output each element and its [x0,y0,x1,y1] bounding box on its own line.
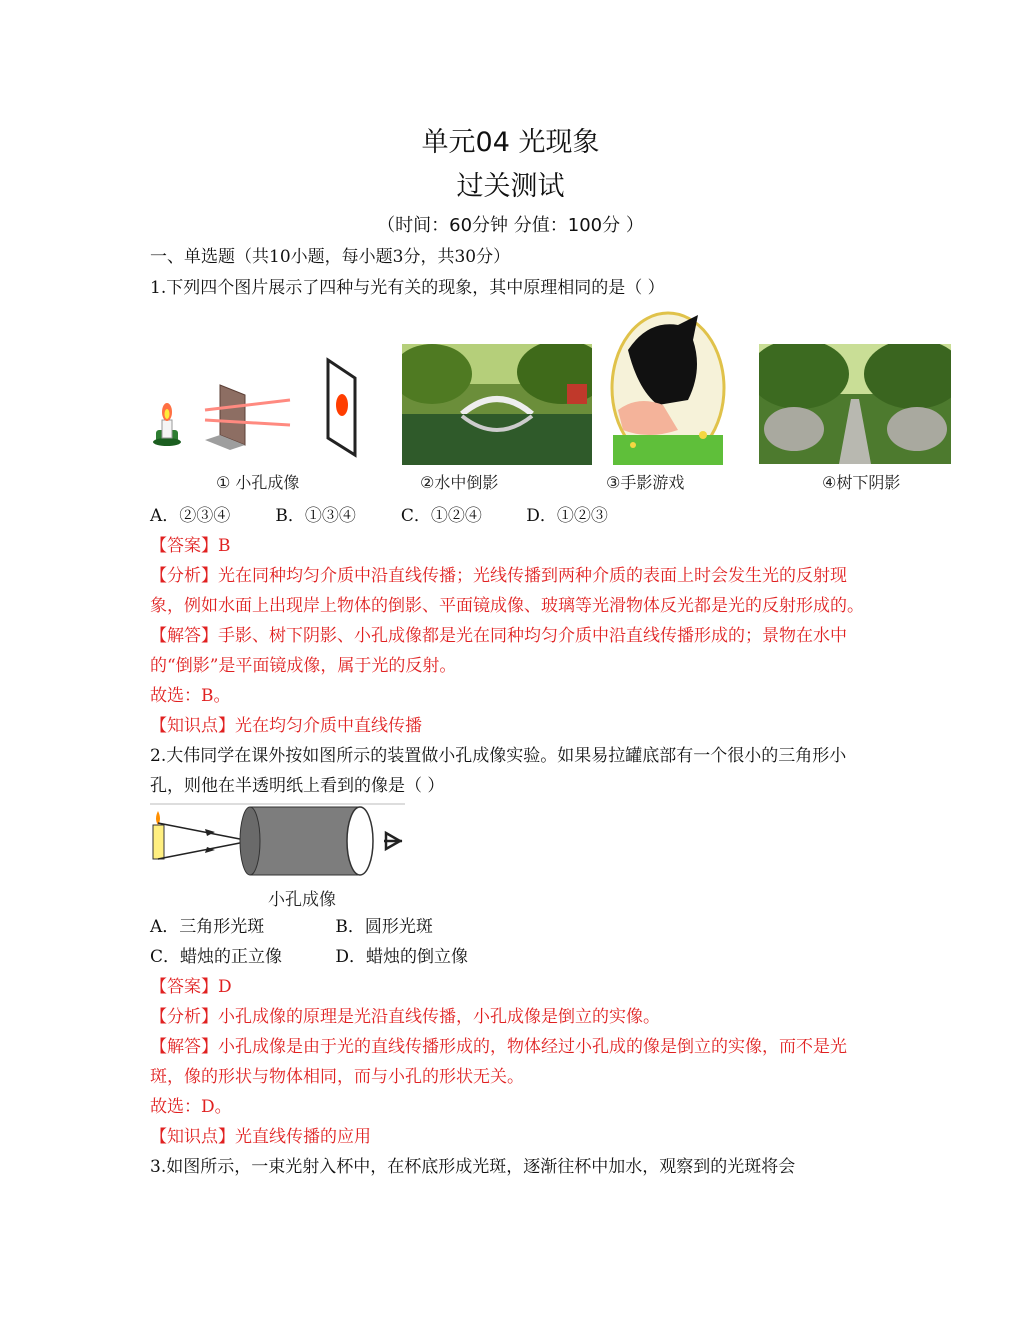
q1-caption-4: ④树下阴影 [822,473,901,492]
q2-solution-line-1: 【解答】小孔成像是由于光的直线传播形成的，物体经过小孔成的像是倒立的实像，而不是光 [150,1037,847,1057]
q1-option-c[interactable]: C．①②④ [400,506,482,526]
pinhole-can-diagram-icon [150,803,405,883]
q1-caption-3: ③手影游戏 [606,473,685,492]
q2-answer: 【答案】D [150,977,232,997]
water-reflection-photo-icon [402,344,592,465]
doc-meta: （时间：60分钟 分值：100分 ） [377,215,644,236]
doc-subtitle: 过关测试 [456,171,565,202]
doc-title: 单元04 光现象 [421,127,600,158]
tree-shadow-photo-icon [759,344,951,464]
q2-options-row-1 [150,915,433,939]
q2-option-a[interactable]: A．三角形光斑 [150,917,265,937]
pinhole-figure-icon [150,350,365,465]
q1-option-a[interactable]: A．②③④ [150,506,231,526]
q1-solution-line-2: 的“倒影”是平面镜成像，属于光的反射。 [150,656,457,676]
q2-option-b[interactable]: B．圆形光斑 [335,917,433,937]
q1-option-b[interactable]: B．①③④ [275,506,356,526]
q1-caption-1: ① 小孔成像 [216,473,300,492]
q2-knowledge: 【知识点】光直线传播的应用 [150,1127,371,1147]
q2-stem-line-1: 2.大伟同学在课外按如图所示的装置做小孔成像实验。如果易拉罐底部有一个很小的三角形小 [150,746,847,766]
q3-stem: 3.如图所示，一束光射入杯中，在杯底形成光斑，逐渐往杯中加水，观察到的光斑将会 [150,1157,796,1177]
q2-options-row-2 [150,945,468,969]
q1-options [150,504,608,528]
q1-analysis-line-1: 【分析】光在同种均匀介质中沿直线传播；光线传播到两种介质的表面上时会发生光的反射现 [150,566,847,586]
q2-analysis: 【分析】小孔成像的原理是光沿直线传播，小孔成像是倒立的实像。 [150,1007,660,1027]
q1-stem: 1.下列四个图片展示了四种与光有关的现象，其中原理相同的是（ ） [150,278,665,298]
q2-choice: 故选：D。 [150,1097,232,1117]
q2-stem-line-2: 孔，则他在半透明纸上看到的像是（ ） [150,776,445,796]
section-heading: 一、单选题（共10小题，每小题3分，共30分） [150,247,511,267]
q1-choice: 故选：B。 [150,686,231,706]
q2-option-c[interactable]: C．蜡烛的正立像 [150,947,283,967]
q1-knowledge: 【知识点】光在均匀介质中直线传播 [150,716,422,736]
q1-analysis-line-2: 象，例如水面上出现岸上物体的倒影、平面镜成像、玻璃等光滑物体反光都是光的反射形成的。 [150,596,864,616]
q1-option-d[interactable]: D．①②③ [526,506,608,526]
q2-figure-caption: 小孔成像 [268,890,336,910]
q2-option-d[interactable]: D．蜡烛的倒立像 [335,947,469,967]
q1-answer: 【答案】B [150,536,231,556]
q2-solution-line-2: 斑，像的形状与物体相同，而与小孔的形状无关。 [150,1067,524,1087]
q1-caption-2: ②水中倒影 [420,473,499,492]
hand-shadow-photo-icon [608,310,728,465]
q1-solution-line-1: 【解答】手影、树下阴影、小孔成像都是光在同种均匀介质中沿直线传播形成的；景物在水中 [150,626,847,646]
